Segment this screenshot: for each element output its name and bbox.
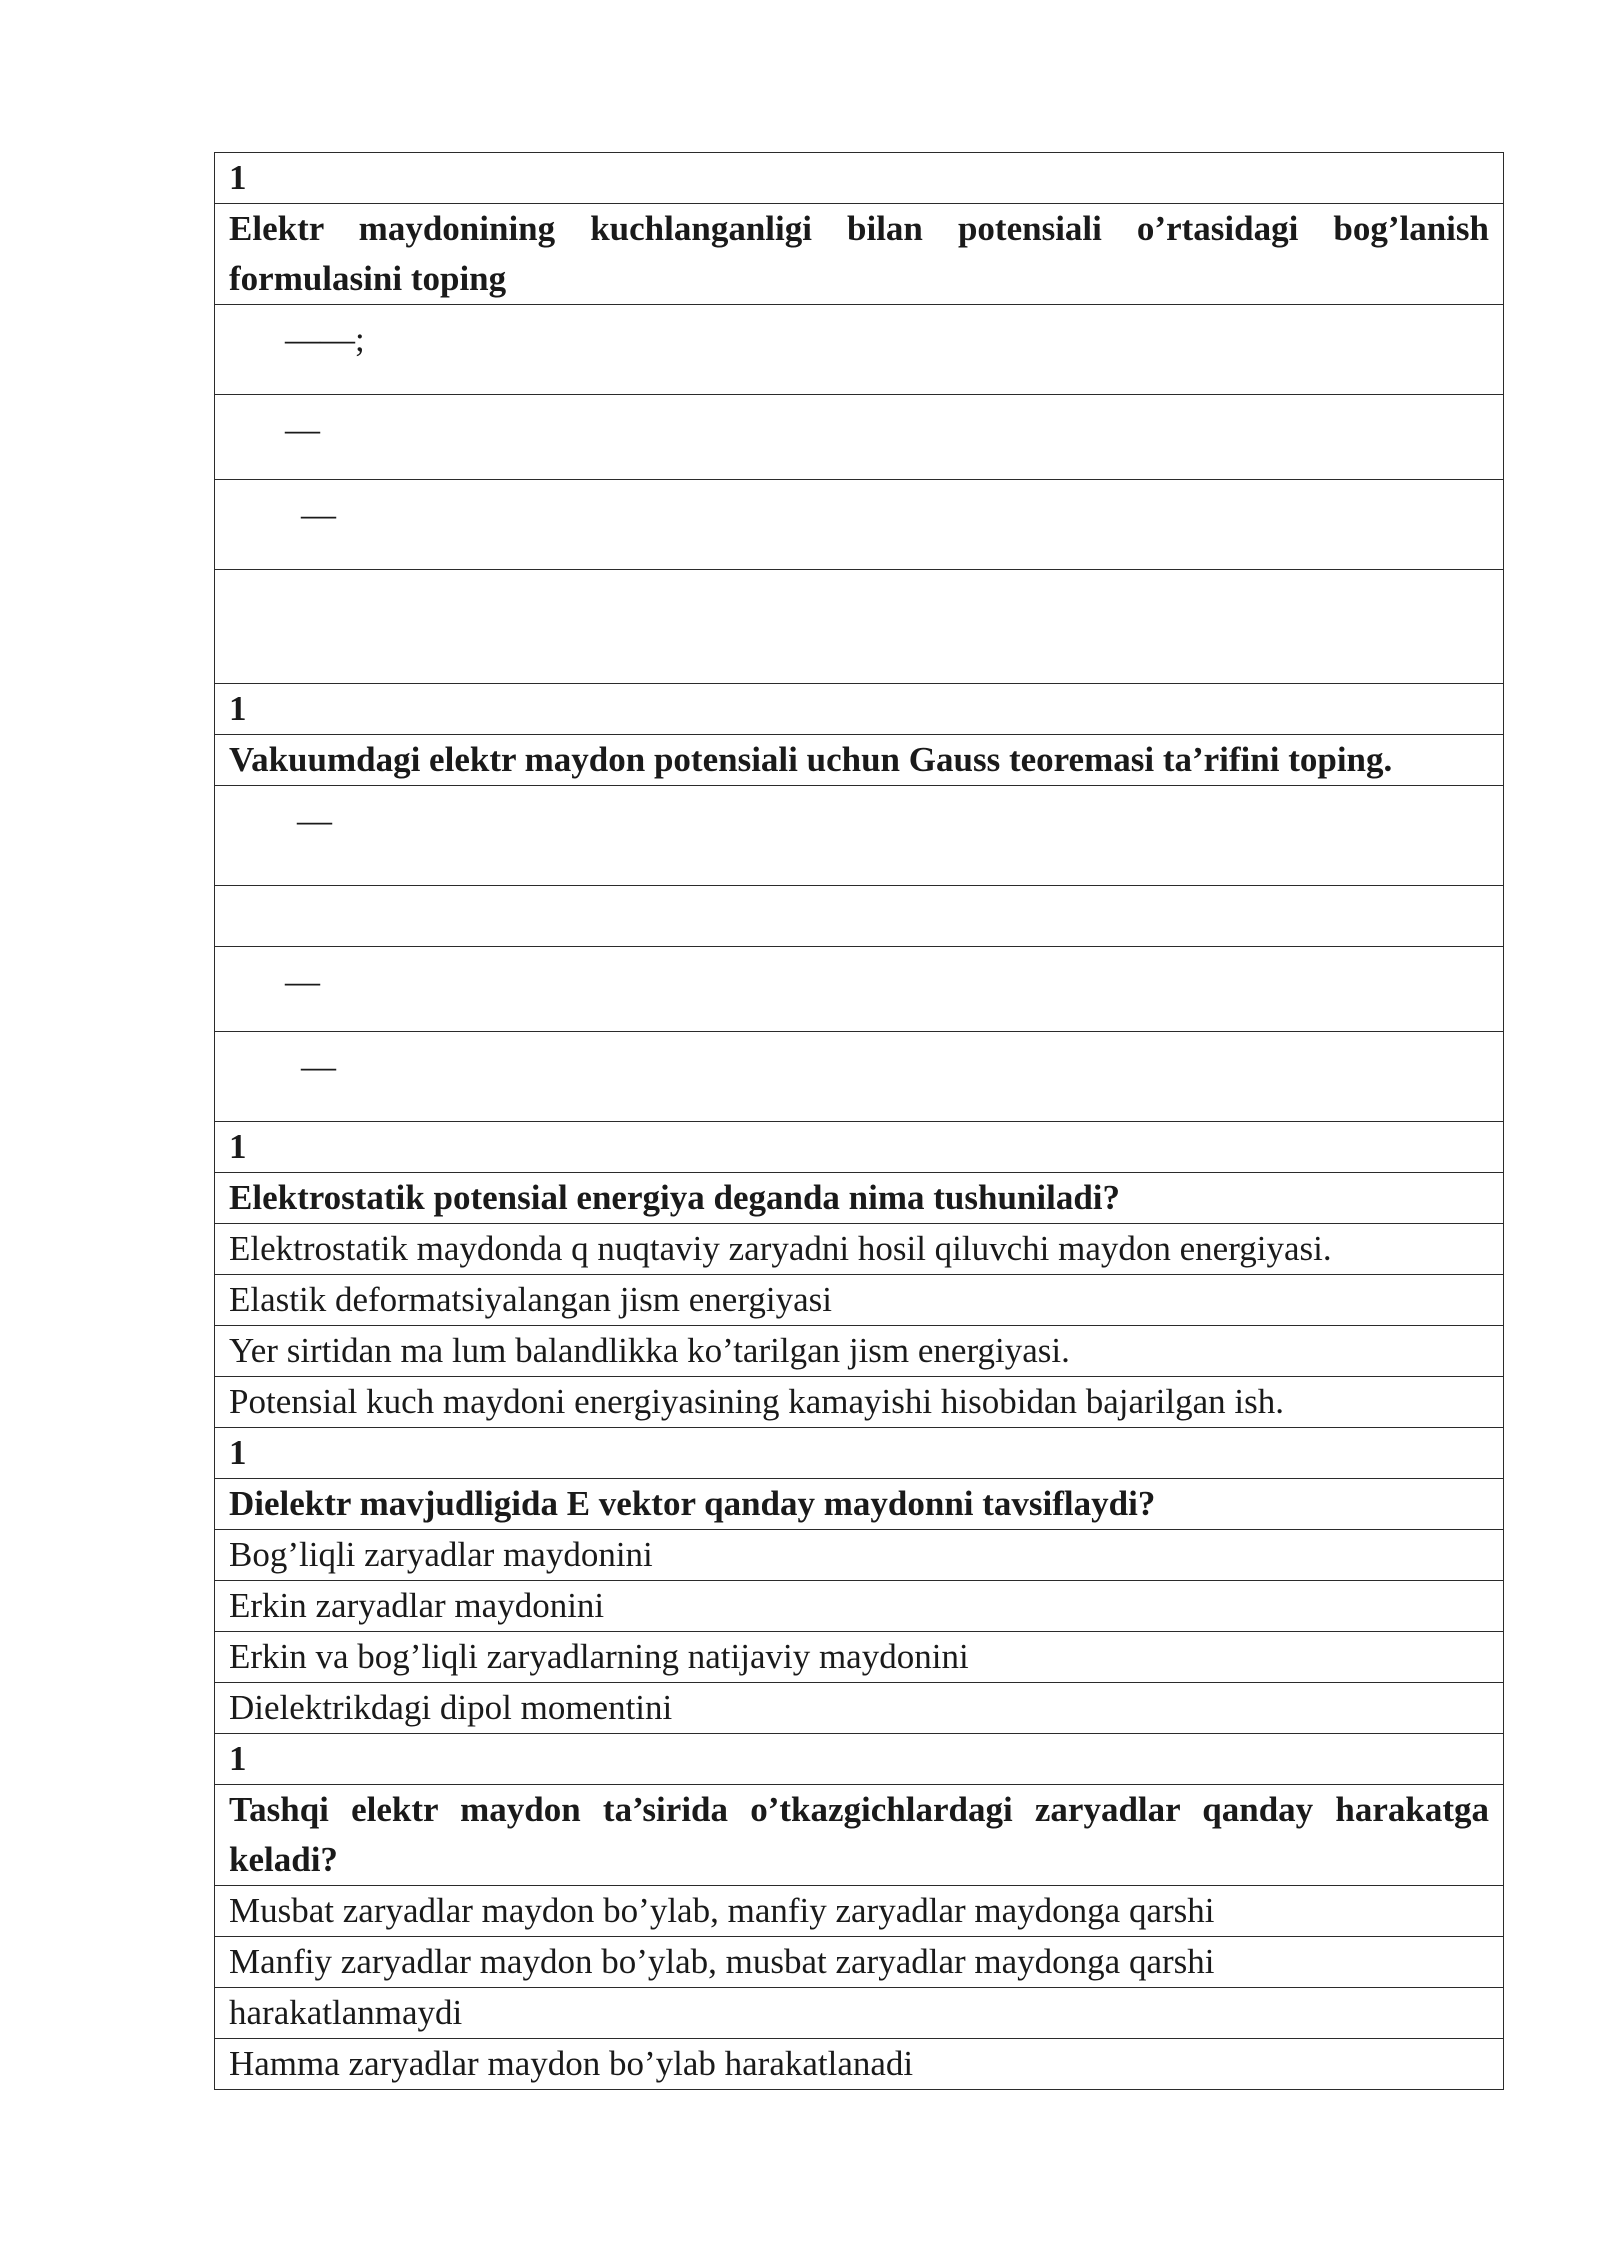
answer-option-row	[215, 1326, 1504, 1377]
answer-option-row	[215, 1530, 1504, 1581]
question-row	[215, 1785, 1504, 1886]
question-text: Elektr maydonining kuchlanganligi bilan potensiali o’rtasidagi bog’lanish formulasini toping	[215, 204, 1504, 305]
question-number-row	[215, 153, 1504, 204]
test-questions-table	[214, 152, 1504, 2090]
question-row	[215, 735, 1504, 786]
formula-placeholder: —	[285, 410, 320, 449]
answer-option-row	[215, 570, 1504, 684]
answer-option: Hamma zaryadlar maydon bo’ylab harakatlanadi	[215, 2039, 1504, 2090]
answer-option-row	[215, 1377, 1504, 1428]
answer-option: Musbat zaryadlar maydon bo’ylab, manfiy zaryadlar maydonga qarshi	[215, 1886, 1504, 1937]
formula-placeholder: —	[297, 801, 332, 840]
answer-option: Manfiy zaryadlar maydon bo’ylab, musbat zaryadlar maydonga qarshi	[215, 1937, 1504, 1988]
formula-placeholder: —	[285, 962, 320, 1001]
answer-option-row	[215, 1683, 1504, 1734]
question-row	[215, 1479, 1504, 1530]
answer-option-row	[215, 1032, 1504, 1122]
question-row	[215, 204, 1504, 305]
answer-option: Bog’liqli zaryadlar maydonini	[215, 1530, 1504, 1581]
answer-option-row	[215, 480, 1504, 570]
answer-option: harakatlanmaydi	[215, 1988, 1504, 2039]
answer-option-row	[215, 1937, 1504, 1988]
answer-option-row	[215, 395, 1504, 480]
answer-option-row	[215, 886, 1504, 947]
question-number: 1	[215, 1734, 1504, 1785]
question-number: 1	[215, 1122, 1504, 1173]
formula-placeholder: —	[301, 495, 336, 534]
answer-option: Erkin zaryadlar maydonini	[215, 1581, 1504, 1632]
answer-option-row	[215, 1275, 1504, 1326]
answer-option-row	[215, 2039, 1504, 2090]
answer-option-row	[215, 1581, 1504, 1632]
answer-option-row	[215, 1988, 1504, 2039]
answer-option-row	[215, 305, 1504, 395]
answer-option: Erkin va bog’liqli zaryadlarning natijaviy maydonini	[215, 1632, 1504, 1683]
answer-option-row	[215, 1224, 1504, 1275]
answer-option: Potensial kuch maydoni energiyasining kamayishi hisobidan bajarilgan ish.	[215, 1377, 1504, 1428]
formula-placeholder: —	[301, 1047, 336, 1086]
answer-option-row	[215, 947, 1504, 1032]
answer-option: Elastik deformatsiyalangan jism energiyasi	[215, 1275, 1504, 1326]
question-number-row	[215, 1428, 1504, 1479]
question-number: 1	[215, 1428, 1504, 1479]
answer-option: Dielektrikdagi dipol momentini	[215, 1683, 1504, 1734]
formula-placeholder: ——;	[285, 320, 365, 359]
question-text: Vakuumdagi elektr maydon potensiali uchun Gauss teoremasi ta’rifini toping.	[215, 735, 1504, 786]
answer-option: Elektrostatik maydonda q nuqtaviy zaryadni hosil qiluvchi maydon energiyasi.	[215, 1224, 1504, 1275]
question-row	[215, 1173, 1504, 1224]
question-number: 1	[215, 684, 1504, 735]
question-text: Dielektr mavjudligida E vektor qanday maydonni tavsiflaydi?	[215, 1479, 1504, 1530]
answer-option-row	[215, 1632, 1504, 1683]
question-number: 1	[215, 153, 1504, 204]
question-number-row	[215, 1734, 1504, 1785]
answer-option-row	[215, 1886, 1504, 1937]
answer-option-row	[215, 786, 1504, 886]
question-number-row	[215, 684, 1504, 735]
answer-option: Yer sirtidan ma lum balandlikka ko’tarilgan jism energiyasi.	[215, 1326, 1504, 1377]
question-number-row	[215, 1122, 1504, 1173]
question-text: Tashqi elektr maydon ta’sirida o’tkazgichlardagi zaryadlar qanday harakatga keladi?	[215, 1785, 1504, 1886]
question-text: Elektrostatik potensial energiya deganda nima tushuniladi?	[215, 1173, 1504, 1224]
